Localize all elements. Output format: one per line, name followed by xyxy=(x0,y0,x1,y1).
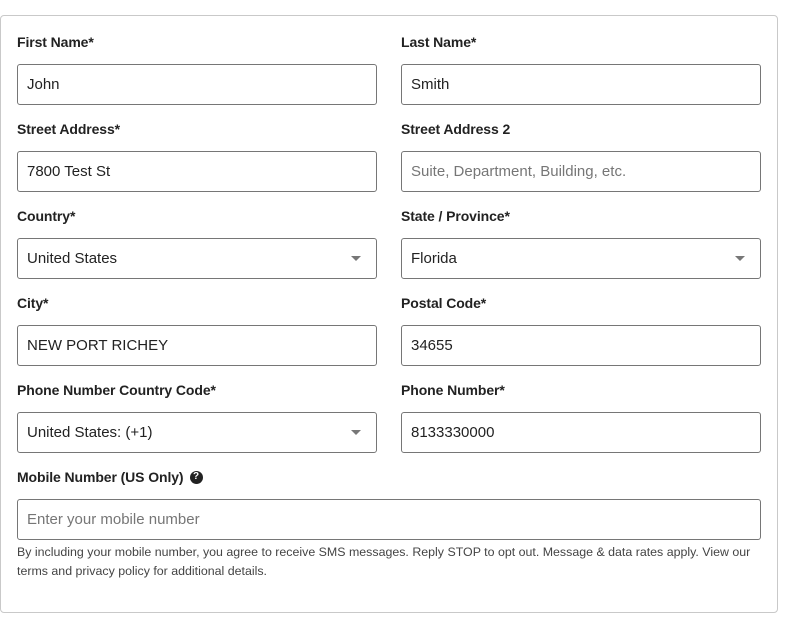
chevron-down-icon xyxy=(735,256,745,261)
last-name-label: Last Name* xyxy=(401,34,477,50)
street-address-field xyxy=(17,119,377,139)
city-input[interactable] xyxy=(17,325,377,366)
country-selected-value: United States xyxy=(27,250,118,267)
phone-country-code-select[interactable] xyxy=(17,412,377,453)
phone-country-code-selected-value: United States: (+1) xyxy=(27,424,153,441)
state-selected-value: Florida xyxy=(411,250,457,267)
city-field xyxy=(17,293,377,313)
country-label: Country* xyxy=(17,208,76,224)
phone-number-input[interactable] xyxy=(401,412,761,453)
country-field xyxy=(17,206,377,267)
street-address-2-input[interactable] xyxy=(401,151,761,192)
first-name-input[interactable] xyxy=(17,64,377,105)
postal-code-field xyxy=(401,293,761,313)
postal-code-input[interactable] xyxy=(401,325,761,366)
state-select[interactable] xyxy=(401,238,761,279)
phone-number-field xyxy=(401,380,761,400)
street-address-input[interactable] xyxy=(17,151,377,192)
state-label: State / Province* xyxy=(401,208,510,224)
mobile-number-label: Mobile Number (US Only) xyxy=(17,469,184,485)
last-name-field xyxy=(401,32,761,52)
street-address-label: Street Address* xyxy=(17,121,121,137)
country-select[interactable] xyxy=(17,238,377,279)
street-address-2-field xyxy=(401,119,761,139)
phone-country-code-field xyxy=(17,380,377,441)
chevron-down-icon xyxy=(351,430,361,435)
street-address-2-label: Street Address 2 xyxy=(401,121,511,137)
phone-country-code-label: Phone Number Country Code* xyxy=(17,382,216,398)
mobile-number-label-row xyxy=(17,467,761,487)
first-name-field xyxy=(17,32,377,52)
chevron-down-icon xyxy=(351,256,361,261)
city-label: City* xyxy=(17,295,49,311)
sms-disclaimer-text: By including your mobile number, you agree to receive SMS messages. Reply STOP to opt out. Message & data rates apply. View our terms and privacy policy for additional details. xyxy=(17,545,751,578)
postal-code-label: Postal Code* xyxy=(401,295,487,311)
mobile-number-field xyxy=(17,467,761,487)
phone-number-label: Phone Number* xyxy=(401,382,505,398)
address-form-card xyxy=(0,15,778,613)
first-name-label: First Name* xyxy=(17,34,94,50)
question-circle-icon[interactable]: ? xyxy=(190,471,203,484)
mobile-number-input[interactable] xyxy=(17,499,761,540)
state-field xyxy=(401,206,761,267)
last-name-input[interactable] xyxy=(401,64,761,105)
